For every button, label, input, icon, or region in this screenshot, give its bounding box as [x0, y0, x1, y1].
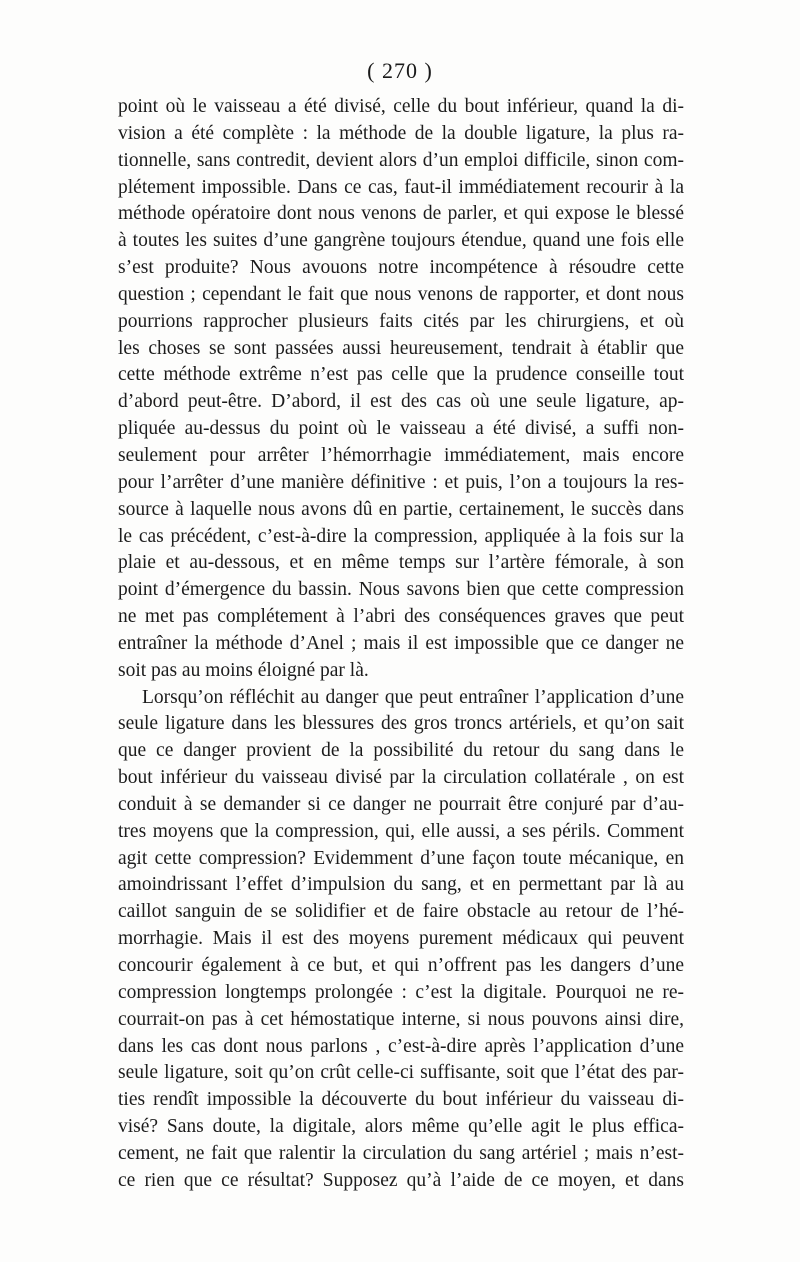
text-line: entraîner la méthode d’Anel ; mais il est impossible que ce danger ne [118, 632, 684, 654]
text-line: plétement impossible. Dans ce cas, faut-il immédiatement recourir à la [118, 176, 684, 198]
text-line: ties rendît impossible la découverte du bout inférieur du vaisseau di- [118, 1089, 684, 1111]
text-line: visé? Sans doute, la digitale, alors même qu’elle agit le plus effica- [118, 1116, 684, 1138]
text-line: le cas précédent, c’est-à-dire la compression, appliquée à la fois sur la [118, 525, 684, 547]
text-line: que ce danger provient de la possibilité du retour du sang dans le [118, 740, 684, 762]
text-line: morrhagie. Mais il est des moyens purement médicaux qui peuvent [118, 928, 684, 950]
text-line: vision a été complète : la méthode de la double ligature, la plus ra- [118, 122, 684, 144]
text-line: point d’émergence du bassin. Nous savons bien que cette compression [118, 579, 684, 601]
text-line: question ; cependant le fait que nous venons de rapporter, et dont nous [118, 283, 684, 305]
text-line: tres moyens que la compression, qui, elle aussi, a ses périls. Comment [118, 820, 684, 842]
text-line: pour l’arrêter d’une manière définitive : et puis, l’on a toujours la res- [118, 471, 684, 493]
text-line: tionnelle, sans contredit, devient alors d’un emploi difficile, sinon com- [118, 149, 684, 171]
text-line: courrait-on pas à cet hémostatique interne, si nous pouvons ainsi dire, [118, 1008, 684, 1030]
text-line: concourir également à ce but, et qui n’offrent pas les dangers d’une [118, 955, 684, 976]
text-line: pourrions rapprocher plusieurs faits cités par les chirurgiens, et où [118, 310, 684, 332]
text-line: seule ligature dans les blessures des gros troncs artériels, et qu’on sait [118, 713, 684, 735]
text-line: plaie et au-dessous, et en même temps sur l’artère fémorale, à son [118, 552, 684, 574]
text-line: agit cette compression? Evidemment d’une façon toute mécanique, en [118, 847, 684, 869]
text-line: seulement pour arrêter l’hémorrhagie immédiatement, mais encore [118, 444, 684, 466]
text-line: Lorsqu’on réfléchit au danger que peut entraîner l’application d’une [142, 686, 684, 708]
text-line: point où le vaisseau a été divisé, celle du bout inférieur, quand la di- [118, 96, 684, 117]
page-number: ( 270 ) [367, 58, 433, 83]
text-line: ne met pas complétement à l’abri des conséquences graves que peut [118, 606, 684, 628]
text-line: caillot sanguin de se solidifier et de faire obstacle au retour de l’hé- [118, 901, 684, 923]
text-line: amoindrissant l’effet d’impulsion du sang, et en permettant par là au [118, 874, 684, 896]
paragraph-1 [118, 94, 684, 685]
text-line: bout inférieur du vaisseau divisé par la circulation collatérale , on est [118, 767, 684, 789]
text-line: méthode opératoire dont nous venons de parler, et qui expose le blessé [118, 203, 684, 225]
text-line: pliquée au-dessus du point où le vaisseau a été divisé, a suffi non- [118, 418, 684, 440]
text-line: seule ligature, soit qu’on crût celle-ci suffisante, soit que l’état des par- [118, 1062, 684, 1084]
text-line: soit pas au moins éloigné par là. [118, 659, 369, 681]
text-line: s’est produite? Nous avouons notre incompétence à résoudre cette [118, 257, 684, 279]
text-line: les choses se sont passées aussi heureusement, tendrait à établir que [118, 337, 684, 359]
text-line: source à laquelle nous avons dû en partie, certainement, le succès dans [118, 498, 684, 520]
text-line: ce rien que ce résultat? Supposez qu’à l’aide de ce moyen, et dans [118, 1169, 684, 1191]
text-line: cette méthode extrême n’est pas celle que la prudence conseille tout [118, 364, 684, 386]
text-line: cement, ne fait que ralentir la circulation du sang artériel ; mais n’est- [118, 1142, 684, 1164]
text-line: dans les cas dont nous parlons , c’est-à-dire après l’application d’une [118, 1035, 684, 1057]
text-line: d’abord peut-être. D’abord, il est des cas où une seule ligature, ap- [118, 391, 684, 413]
paragraph-2 [118, 685, 684, 1195]
body-text [118, 94, 684, 1195]
text-line: à toutes les suites d’une gangrène toujours étendue, quand une fois elle [118, 230, 684, 252]
text-line: conduit à se demander si ce danger ne pourrait être conjuré par d’au- [118, 793, 684, 815]
text-line: compression longtemps prolongée : c’est la digitale. Pourquoi ne re- [118, 981, 684, 1003]
